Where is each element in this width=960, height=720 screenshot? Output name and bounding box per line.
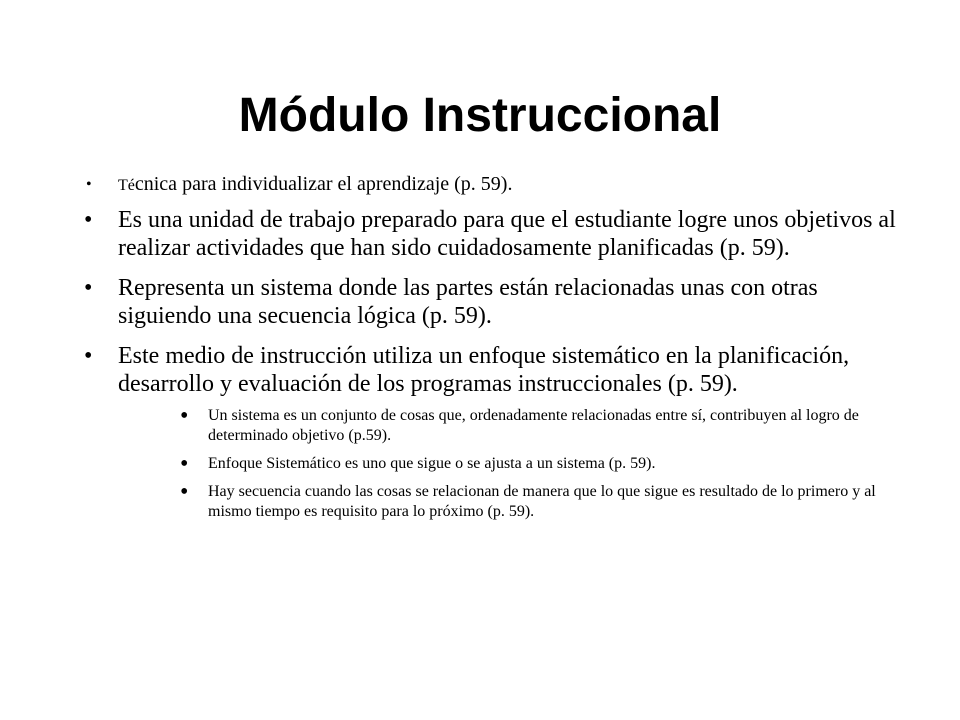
list-item <box>84 274 904 330</box>
bullet-icon: • <box>84 207 93 233</box>
list-item <box>84 206 904 262</box>
sub-list-item <box>180 479 904 522</box>
sub-list-item <box>180 451 904 477</box>
list-item-text: cnica para individualizar el aprendizaje (p. 59). <box>134 173 513 195</box>
list-item <box>84 342 904 522</box>
bullet-icon: • <box>180 479 189 505</box>
bullet-icon: • <box>180 451 189 477</box>
bullet-icon: • <box>84 275 93 301</box>
sub-list-item-text: Enfoque Sistemático es uno que sigue o se ajusta a un sistema (p. 59). <box>208 455 656 472</box>
list-item-text: Este medio de instrucción utiliza un enfoque sistemático en la planificación, desarrollo y evaluación de los programas instruccionales (p. 59). <box>118 343 850 397</box>
bullet-icon: • <box>86 176 92 193</box>
bullet-list <box>84 170 904 534</box>
sub-list-item-text: Un sistema es un conjunto de cosas que, ordenadamente relacionadas entre sí, contribuyen al logro de determinado objetivo (p.59). <box>208 407 859 444</box>
list-item-lead: Té <box>118 177 135 194</box>
list-item-text: Es una unidad de trabajo preparado para que el estudiante logre unos objetivos al realizar actividades que han sido cuidadosamente planificadas (p. 59). <box>118 207 896 261</box>
sub-bullet-list <box>180 403 904 522</box>
slide-title: Módulo Instruccional <box>238 89 722 143</box>
list-item <box>84 170 904 200</box>
sub-list-item <box>180 403 904 446</box>
sub-list-item-text: Hay secuencia cuando las cosas se relacionan de manera que lo que sigue es resultado de lo primero y al mismo tiempo es requisito para lo próximo (p. 59). <box>208 483 876 520</box>
bullet-icon: • <box>84 343 93 369</box>
bullet-icon: • <box>180 403 189 429</box>
list-item-text: Representa un sistema donde las partes están relacionadas unas con otras siguiendo una secuencia lógica (p. 59). <box>118 275 818 329</box>
